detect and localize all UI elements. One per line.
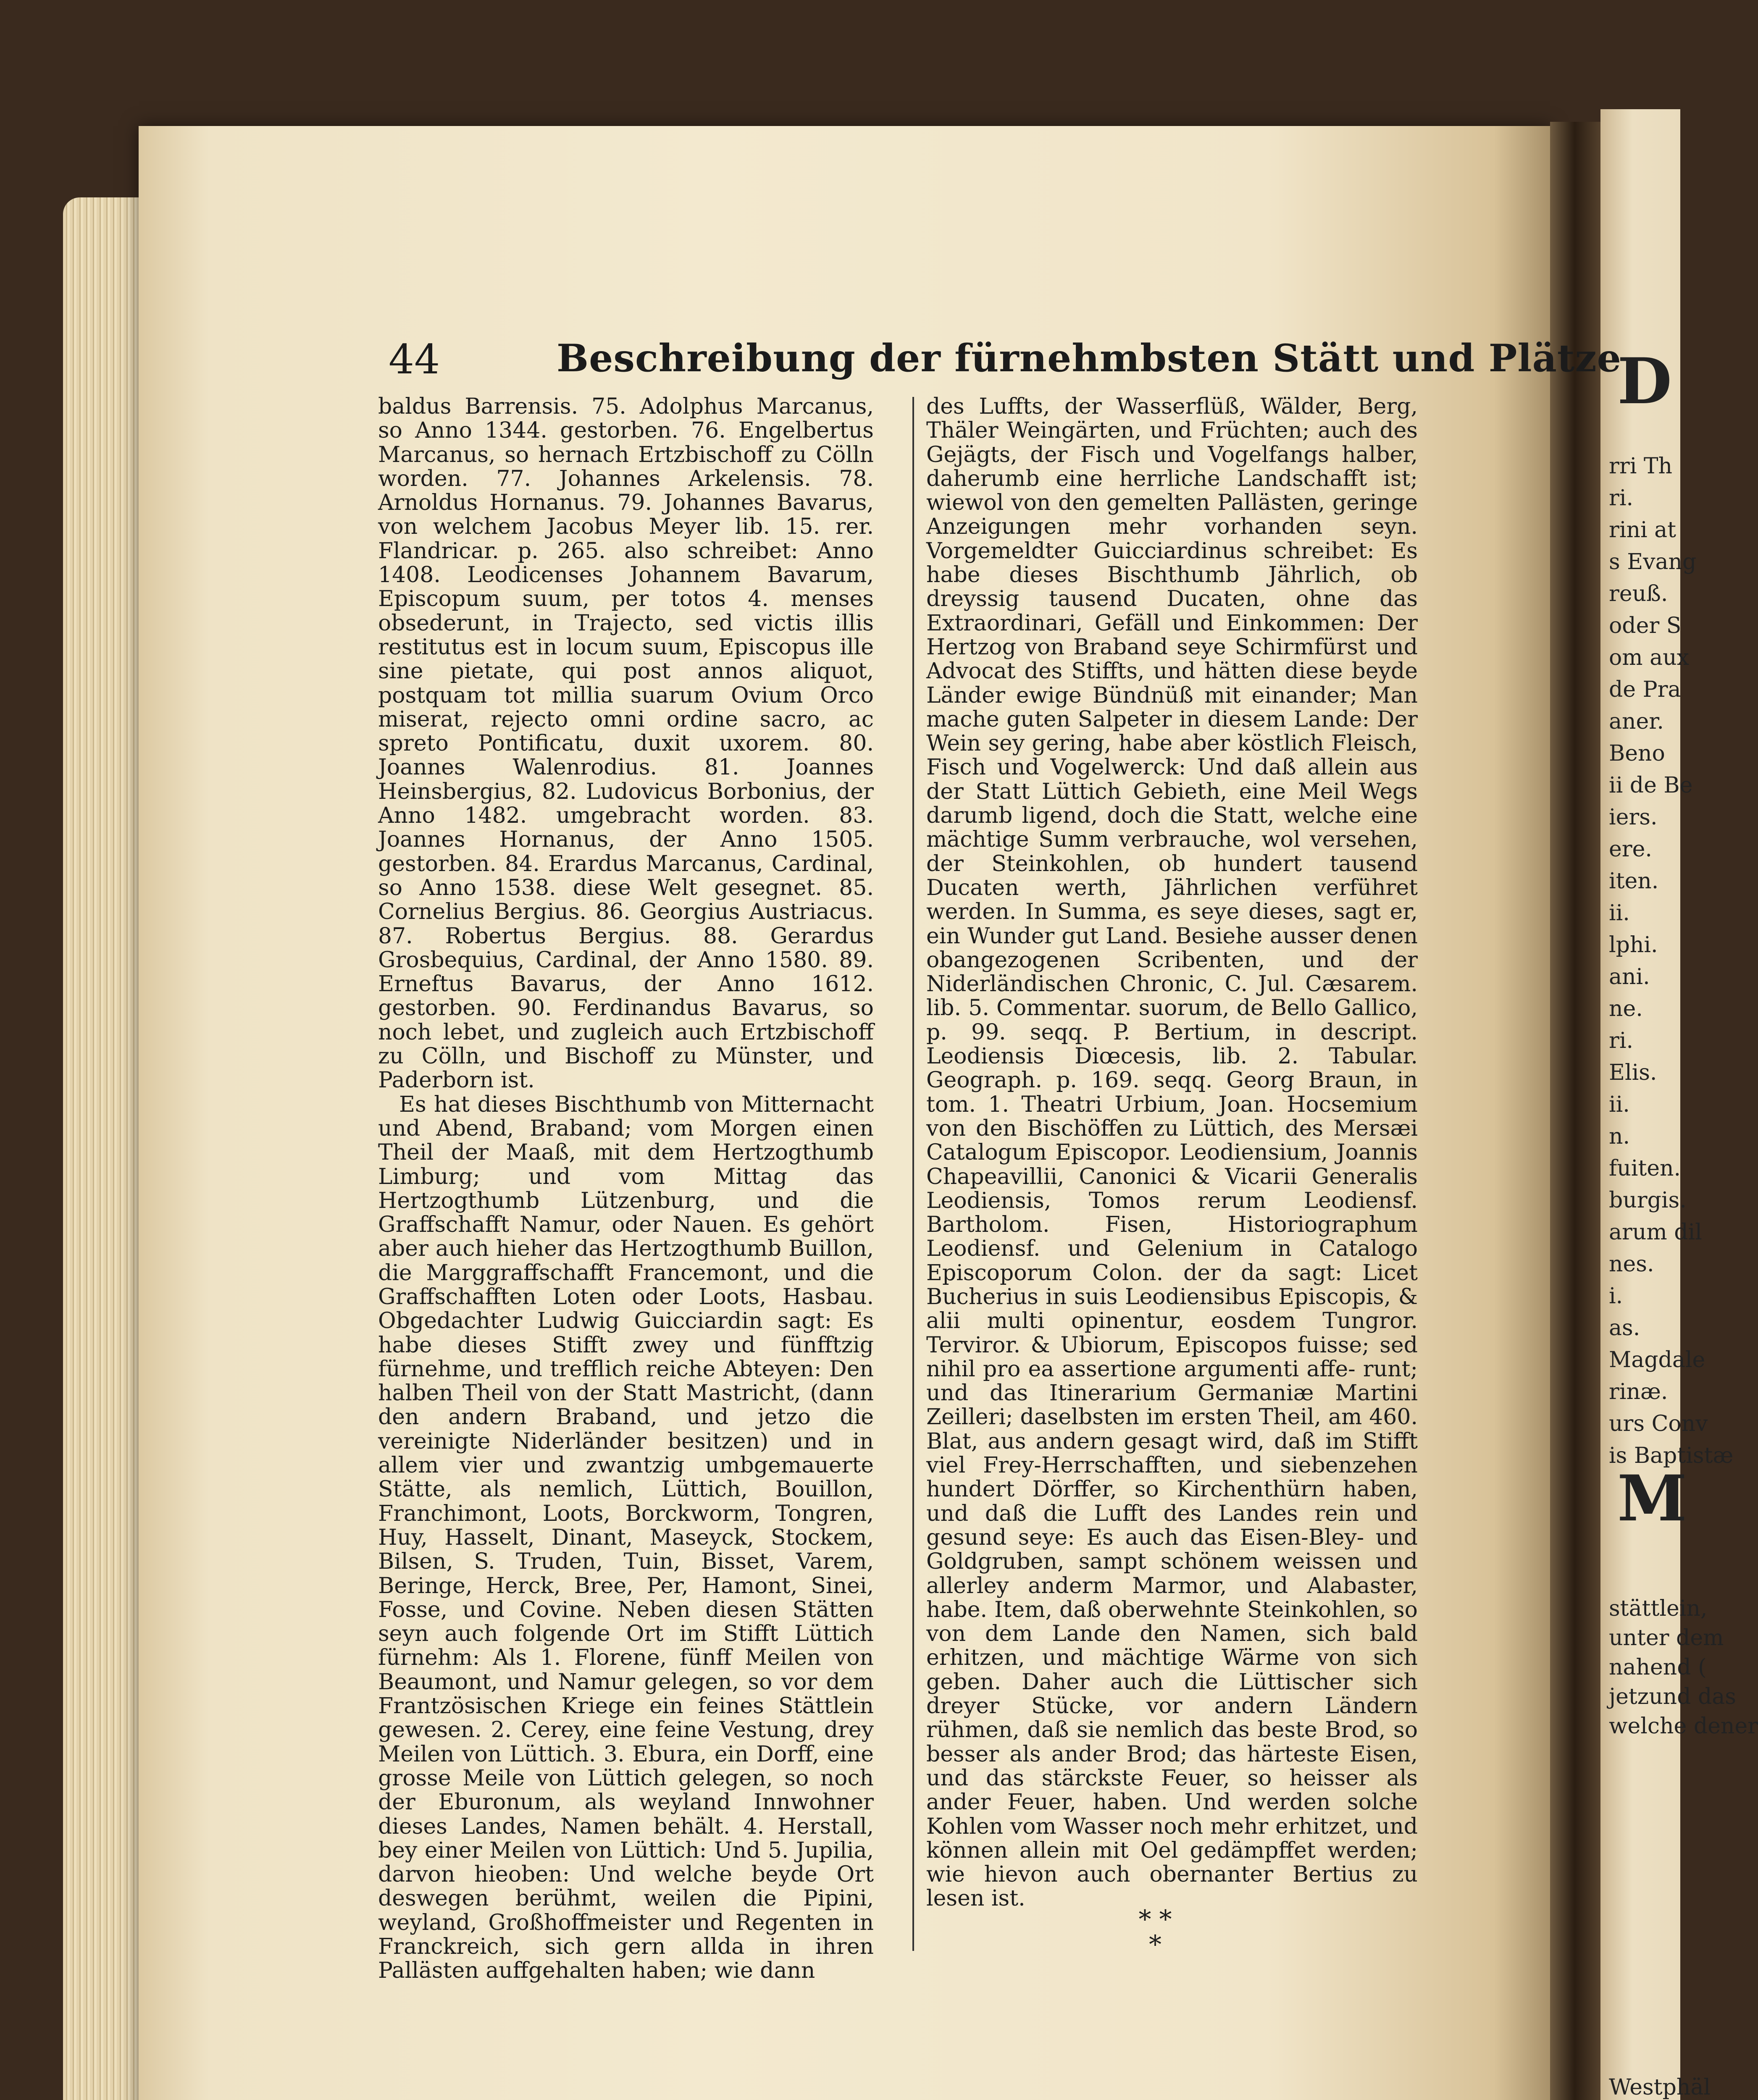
next-page-line: rini at — [1609, 517, 1677, 543]
next-page-line: rri Th — [1609, 454, 1673, 479]
next-page-big-letter: M — [1617, 1462, 1687, 1536]
ornament-asterisks: * * * — [1138, 1905, 1172, 1959]
column-divider — [912, 397, 914, 1951]
left-paragraph-1: baldus Barrensis. 75. Adolphus Marcanus, so Anno 1344. gestorben. 76. Engelbertus Marcanus, so hernach Ertzbischoff zu Cölln worden. 77. Johannes Arkelensis. 78. Arnoldus Hornanus. 79. Johannes Bavarus, von welchem Jacobus Meyer lib. 15. rer. Flandricar. p. 265. also schreibet: Anno 1408. Leodicenses Johannem Bavarum, Episcopum suum, per totos 4. menses obsederunt, in Trajecto, sed victis illis restitutus est in locum suum, Episcopus ille sine pietate, qui post annos aliquot, postquam tot millia suarum Ovium Orco miserat, rejecto omni ordine sacro, ac spreto Pontificatu, duxit uxorem. 80. Joannes Walenrodius. 81. Joannes Heinsbergius, 82. Ludovicus Borbonius, der Anno 1482. umgebracht worden. 83. Joannes Hornanus, der Anno 1505. gestorben. 84. Erardus Marcanus, Cardinal, so Anno 1538. diese Welt gesegnet. 85. Cornelius Bergius. 86. Georgius Austriacus. 87. Robertus Bergius. 88. Gerardus Grosbequius, Cardinal, der Anno 1580. 89. Erneftus Bavarus, der Anno 1612. gestorben. 90. Ferdinandus Bavarus, so noch lebet, und zugleich auch Ertzbischoff zu Cölln, und Bischoff zu Münster, und Paderborn ist. — [378, 394, 874, 1093]
next-page-line: welche dener — [1609, 1714, 1758, 1739]
running-title: Beschreibung der fürnehmbsten Stätt und Plätze — [557, 336, 1621, 381]
next-page-line: ii de Be — [1609, 773, 1693, 798]
next-page-heading: D — [1617, 344, 1672, 418]
page-number: 44 — [389, 336, 440, 383]
next-page-line: is Baptistæ — [1609, 1443, 1734, 1468]
next-page-line: oder S — [1609, 613, 1682, 638]
next-page-line: nes. — [1609, 1252, 1654, 1277]
next-page-line: iten. — [1609, 869, 1659, 894]
next-page-line: de Pra — [1609, 677, 1681, 702]
next-page-line: aner. — [1609, 709, 1664, 734]
next-page-fragment — [1600, 109, 1758, 2100]
next-page-line: as. — [1609, 1315, 1640, 1341]
right-paragraph-1: des Luffts, der Wasserflüß, Wälder, Berg, Thäler Weingärten, und Früchten; auch des Gejägts, der Fisch und Vogelfangs halber, daherumb eine herrliche Landschafft ist; wiewol von den gemelten Pallästen, geringe Anzeigungen mehr vorhanden seyn. Vorgemeldter Guicciardinus schreibet: Es habe dieses Bischthumb Jährlich, ob dreyssig tausend Ducaten, ohne das Extraordinari, Gefäll und Einkommen: Der Hertzog von Braband seye Schirmfürst und Advocat des Stiffts, und hätten diese beyde Länder ewige Bündnüß mit einander; Man mache guten Salpeter in diesem Lande: Der Wein sey gering, habe aber köstlich Fleisch, Fisch und Vogelwerck: Und daß allein aus der Statt Lüttich Gebieth, eine Meil Wegs darumb ligend, doch die Statt, welche eine mächtige Summ verbrauche, wol versehen, der Steinkohlen, ob hundert tausend Ducaten werth, Jährlichen verführet werden. In Summa, es seye dieses, sagt er, ein Wunder gut Land. Besiehe ausser denen obangezogenen Scribenten, und der Niderländischen Chronic, C. Jul. Cæsarem. lib. 5. Commentar. suorum, de Bello Gallico, p. 99. seqq. P. Bertium, in descript. Leodiensis Diœcesis, lib. 2. Tabular. Geograph. p. 169. seqq. Georg Braun, in tom. 1. Theatri Urbium, Joan. Hocsemium von den Bischöffen zu Lüttich, des Mersæi Catalogum Episcopor. Leodiensium, Joannis Chapeavillii, Canonici & Vicarii Generalis Leodiensis, Tomos rerum Leodiensf. Bartholom. Fisen, Historiographum Leodiensf. und Gelenium in Catalogo Episcoporum Colon. der da sagt: Licet Bucherius in suis Leodiensibus Episcopis, & alii multi opinentur, eosdem Tungror. Terviror. & Ubiorum, Episcopos fuisse; sed nihil pro ea assertione argumenti affe- runt; und das Itinerarium Germaniæ Martini Zeilleri; daselbsten im ersten Theil, am 460. Blat, aus andern gesagt wird, daß im Stifft viel Frey-Herrschafften, und siebenzehen hundert Dörffer, so Kirchenthürn haben, und daß die Lufft des Landes rein und gesund seye: Es auch das Eisen-Bley- und Goldgruben, sampt schönem weissen und allerley anderm Marmor, und Alabaster, habe. Item, daß oberwehnte Steinkohlen, so von dem Lande den Namen, sich bald erhitzen, und mächtige Wärme von sich geben. Daher auch die Lüttischer sich dreyer Stücke, vor andern Ländern rühmen, daß sie nemlich das beste Brod, so besser als ander Brod; das härteste Eisen, und das stärckste Feuer, so heisser als ander Feuer, haben. Und werden solche Kohlen vom Wasser noch mehr erhitzet, und können allein mit Oel gedämpffet werden; wie hievon auch obernanter Bertius zu lesen ist. — [926, 394, 1418, 1911]
book-gutter — [1550, 122, 1605, 2100]
book-page-edges — [63, 197, 147, 2100]
left-column — [378, 395, 874, 1983]
left-paragraph-2: Es hat dieses Bischthumb von Mitternacht und Abend, Braband; vom Morgen einen Theil der Maaß, mit dem Hertzogthumb Limburg; und vom Mittag das Hertzogthumb Lützenburg, und die Graffschafft Namur, oder Nauen. Es gehört aber auch hieher das Hertzogthumb Buillon, die Marggraffschafft Francemont, und die Graffschafften Loten oder Loots, Hasbau. Obgedachter Ludwig Guicciardin sagt: Es habe dieses Stifft zwey und fünfftzig fürnehme, und trefflich reiche Abteyen: Den halben Theil von der Statt Mastricht, (dann den andern Braband, und jetzo die vereinigte Niderländer besitzen) und in allem vier und zwantzig umbgemauerte Stätte, als nemlich, Lüttich, Bouillon, Franchimont, Loots, Borckworm, Tongren, Huy, Hasselt, Dinant, Maseyck, Stockem, Bilsen, S. Truden, Tuin, Bisset, Varem, Beringe, Herck, Bree, Per, Hamont, Sinei, Fosse, und Covine. Neben diesen Stätten seyn auch folgende Ort im Stifft Lüttich fürnehm: Als 1. Florene, fünff Meilen von Beaumont, und Namur gelegen, so vor dem Frantzösischen Kriege ein feines Stättlein gewesen. 2. Cerey, eine feine Vestung, drey Meilen von Lüttich. 3. Ebura, ein Dorff, eine grosse Meile von Lüttich gelegen, so noch der Eburonum, als weyland Innwohner dieses Landes, Namen behält. 4. Herstall, bey einer Meilen von Lüttich: Und 5. Jupilia, darvon hieoben: Und welche beyde Ort deswegen berühmt, weilen die Pipini, weyland, Großhoffmeister und Regenten in Franckreich, sich gern allda in ihren Pallästen auffgehalten haben; wie dann — [378, 1092, 874, 1984]
next-page-line: ere. — [1609, 837, 1652, 862]
next-page-line: Elis. — [1609, 1060, 1657, 1085]
page-header — [389, 336, 1621, 383]
next-page-line: unter dem — [1609, 1625, 1724, 1651]
next-page-line: jetzund das — [1609, 1684, 1736, 1709]
next-page-line: fuiten. — [1609, 1156, 1681, 1181]
next-page-line: i. — [1609, 1284, 1623, 1309]
next-page-line: ne. — [1609, 996, 1643, 1021]
next-page-line: lphi. — [1609, 932, 1658, 958]
next-page-line: ri. — [1609, 1028, 1634, 1053]
next-page-line: stättlein, — [1609, 1596, 1708, 1621]
next-page-line: Magdale — [1609, 1347, 1705, 1373]
next-page-line: ani. — [1609, 964, 1650, 990]
next-page-line: burgis. — [1609, 1188, 1687, 1213]
next-page-line: reuß. — [1609, 581, 1668, 606]
next-page-line: nahend ( — [1609, 1655, 1707, 1680]
next-page-line: iers. — [1609, 805, 1658, 830]
next-page-line: ri. — [1609, 486, 1634, 511]
right-column — [926, 395, 1418, 1911]
next-page-line: Beno — [1609, 741, 1665, 766]
next-page-line: urs Conv — [1609, 1411, 1708, 1436]
next-page-line: ii. — [1609, 900, 1630, 926]
next-page-line: ii. — [1609, 1092, 1630, 1117]
next-page-line: n. — [1609, 1124, 1630, 1149]
next-page-line: om aux — [1609, 645, 1689, 670]
next-page-line: arum dil — [1609, 1220, 1702, 1245]
next-page-line: s Evang — [1609, 549, 1697, 575]
next-page-line: Westphäl — [1609, 2075, 1711, 2100]
next-page-line: rinæ. — [1609, 1379, 1668, 1404]
